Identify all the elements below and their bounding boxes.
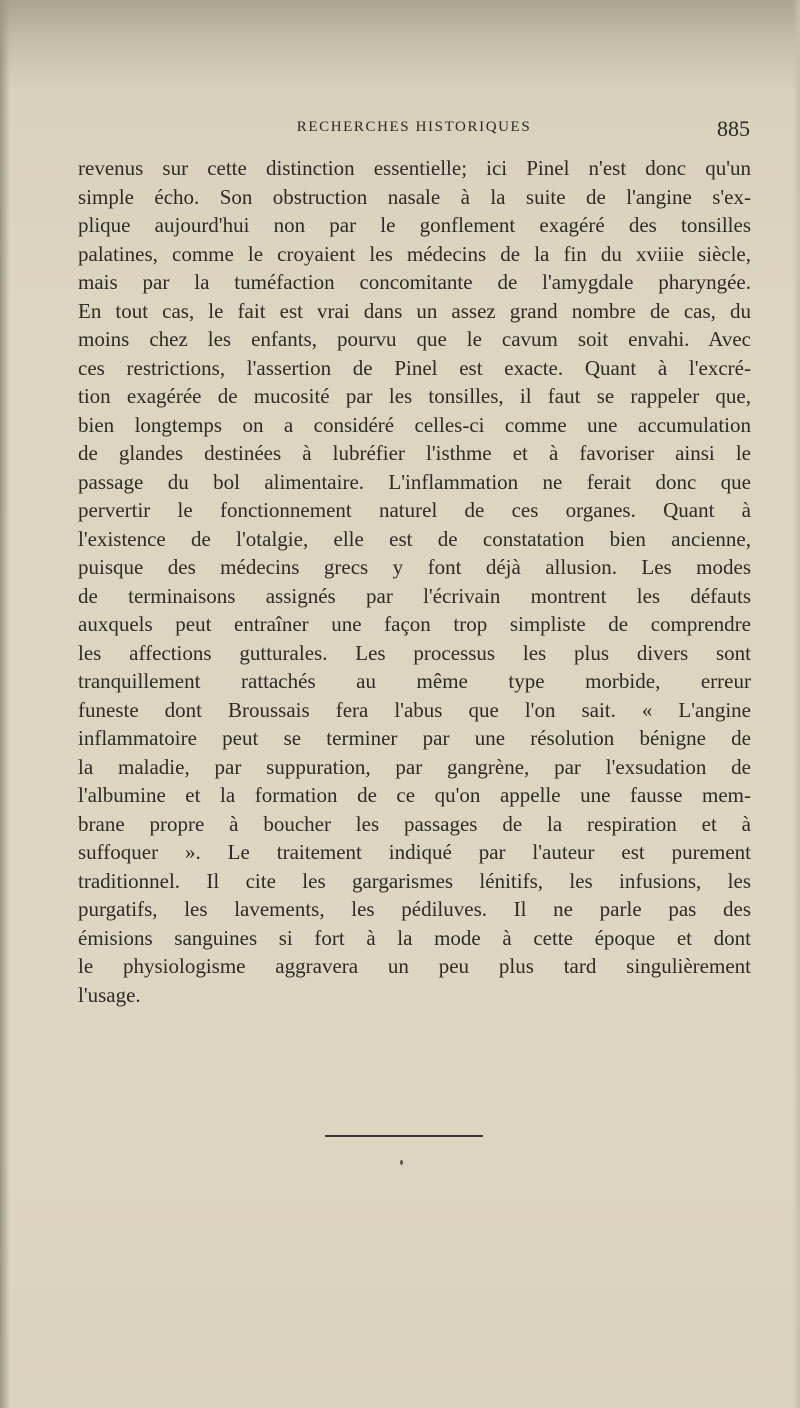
text-line: simple écho. Son obstruction nasale à la suite de l'angine s'ex-	[78, 184, 751, 209]
text-line: bien longtemps on a considéré celles-ci comme une accumulation	[78, 412, 751, 437]
text-line: pervertir le fonctionnement naturel de ces organes. Quant à	[78, 498, 751, 522]
ink-speck	[400, 1160, 403, 1165]
text-line: auxquels peut entraîner une façon trop simpliste de comprendre	[78, 612, 751, 636]
text-line: suffoquer ». Le traitement indiqué par l'auteur est purement	[78, 840, 751, 864]
text-line: tranquillement rattachés au même type morbide, erreur	[78, 669, 751, 693]
running-head: RECHERCHES HISTORIQUES	[296, 119, 532, 135]
text-line: de terminaisons assignés par l'écrivain montrent les défauts	[78, 583, 751, 608]
text-line: le physiologisme aggravera un peu plus tard singulièrement	[78, 954, 751, 978]
text-line: traditionnel. Il cite les gargarismes lénitifs, les infusions, les	[78, 868, 751, 893]
text-line: passage du bol alimentaire. L'inflammation ne ferait donc que	[78, 469, 751, 494]
text-line: palatines, comme le croyaient les médecins de la fin du xviiie siècle,	[78, 241, 751, 266]
end-rule	[325, 1135, 483, 1137]
text-line: tion exagérée de mucosité par les tonsilles, il faut se rappeler que,	[78, 384, 751, 408]
text-line: mais par la tuméfaction concomitante de l'amygdale pharyngée.	[78, 270, 751, 294]
text-line: plique aujourd'hui non par le gonflement exagéré des tonsilles	[78, 213, 751, 237]
text-line: En tout cas, le fait est vrai dans un assez grand nombre de cas, du	[78, 298, 751, 323]
text-line: revenus sur cette distinction essentielle; ici Pinel n'est donc qu'un	[78, 156, 751, 180]
text-line: la maladie, par suppuration, par gangrène, par l'exsudation de	[78, 754, 751, 779]
text-line: funeste dont Broussais fera l'abus que l'on sait. « L'angine	[78, 697, 751, 722]
page-number: 885	[717, 116, 750, 141]
text-line-last: l'usage.	[78, 982, 141, 1007]
text-line: l'existence de l'otalgie, elle est de constatation bien ancienne,	[78, 526, 751, 551]
text-line: ces restrictions, l'assertion de Pinel est exacte. Quant à l'excré-	[78, 355, 751, 380]
body-text	[78, 154, 751, 1009]
text-line: purgatifs, les lavements, les pédiluves. Il ne parle pas des	[78, 897, 751, 921]
text-line: de glandes destinées à lubréfier l'isthme et à favoriser ainsi le	[78, 441, 751, 465]
text-line: l'albumine et la formation de ce qu'on appelle une fausse mem-	[78, 783, 751, 807]
page-left-shadow	[0, 0, 10, 1408]
text-line: puisque des médecins grecs y font déjà allusion. Les modes	[78, 555, 751, 579]
page-header	[78, 116, 750, 142]
page-right-edge	[792, 0, 800, 1408]
text-line: les affections gutturales. Les processus les plus divers sont	[78, 640, 751, 665]
text-line: moins chez les enfants, pourvu que le cavum soit envahi. Avec	[78, 327, 751, 351]
text-line: émisions sanguines si fort à la mode à cette époque et dont	[78, 925, 751, 950]
text-line: brane propre à boucher les passages de la respiration et à	[78, 811, 751, 836]
text-line: inflammatoire peut se terminer par une résolution bénigne de	[78, 726, 751, 750]
